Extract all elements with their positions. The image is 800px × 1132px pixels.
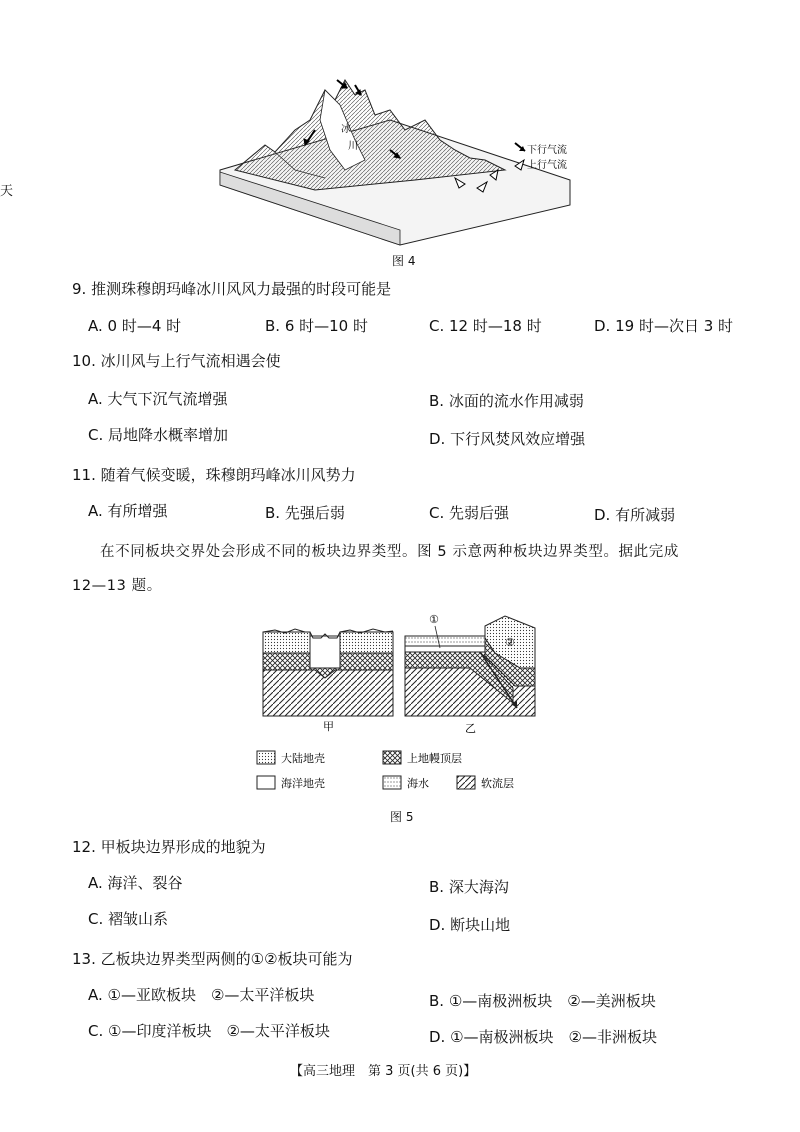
- question-13-option-b[interactable]: B. ①—南极洲板块 ②—美洲板块: [429, 992, 656, 1010]
- figure-4-glacier-illustration: [215, 60, 575, 250]
- margin-character: 天: [0, 184, 14, 199]
- question-11-option-c[interactable]: C. 先弱后强: [429, 504, 510, 522]
- question-13-option-c[interactable]: C. ①—印度洋板块 ②—太平洋板块: [88, 1022, 330, 1040]
- legend-oceanic-crust: 海洋地壳: [281, 777, 325, 790]
- question-10-option-a[interactable]: A. 大气下沉气流增强: [88, 390, 228, 408]
- question-12-option-d[interactable]: D. 断块山地: [429, 916, 511, 934]
- legend-down-airflow: 下行气流: [527, 145, 567, 156]
- question-9-option-a[interactable]: A. 0 时—4 时: [88, 317, 182, 335]
- question-10-option-b[interactable]: B. 冰面的流水作用减弱: [429, 392, 584, 410]
- question-10-option-c[interactable]: C. 局地降水概率增加: [88, 426, 229, 444]
- question-11-option-b[interactable]: B. 先强后弱: [265, 504, 345, 522]
- glacier-label-2: 川: [348, 141, 358, 152]
- legend-upper-mantle: 上地幔顶层: [407, 752, 462, 765]
- question-10-stem: 10. 冰川风与上行气流相遇会使: [72, 352, 281, 370]
- question-11-option-d[interactable]: D. 有所减弱: [594, 506, 676, 524]
- figure-5-legend: [257, 751, 514, 790]
- marker-1: ①: [429, 613, 439, 626]
- figure-5-caption: 图 5: [390, 810, 414, 824]
- question-12-stem: 12. 甲板块边界形成的地貌为: [72, 838, 266, 856]
- passage-line-1: 在不同板块交界处会形成不同的板块边界类型。图 5 示意两种板块边界类型。据此完成: [100, 544, 679, 560]
- question-12-option-a[interactable]: A. 海洋、裂谷: [88, 874, 183, 892]
- diagram-yi: [405, 616, 535, 716]
- question-13-stem: 13. 乙板块边界类型两侧的①②板块可能为: [72, 950, 353, 968]
- passage-line-2: 12—13 题。: [72, 578, 162, 594]
- question-9-option-d[interactable]: D. 19 时—次日 3 时: [594, 317, 734, 335]
- figure-5-plate-boundary-diagram: [255, 608, 545, 808]
- legend-asthenosphere: 软流层: [481, 777, 514, 790]
- glacier-label-1: 冰: [341, 124, 351, 135]
- question-12-option-b[interactable]: B. 深大海沟: [429, 878, 509, 896]
- question-9-option-c[interactable]: C. 12 时—18 时: [429, 317, 542, 335]
- legend-continental-crust: 大陆地壳: [281, 752, 325, 765]
- figure-4-caption: 图 4: [392, 254, 416, 268]
- diagram-right-label: 乙: [465, 722, 476, 735]
- question-11-stem: 11. 随着气候变暖，珠穆朗玛峰冰川风势力: [72, 466, 356, 484]
- question-10-option-d[interactable]: D. 下行风焚风效应增强: [429, 430, 586, 448]
- legend-seawater: 海水: [407, 777, 429, 790]
- page-footer: 【高三地理 第 3 页(共 6 页)】: [290, 1064, 477, 1079]
- diagram-left-label: 甲: [323, 720, 334, 733]
- diagram-jia: [263, 629, 393, 716]
- legend-up-airflow: 上行气流: [527, 160, 567, 171]
- question-9-stem: 9. 推测珠穆朗玛峰冰川风风力最强的时段可能是: [72, 280, 392, 298]
- question-11-option-a[interactable]: A. 有所增强: [88, 502, 168, 520]
- question-9-option-b[interactable]: B. 6 时—10 时: [265, 317, 368, 335]
- question-12-option-c[interactable]: C. 褶皱山系: [88, 910, 169, 928]
- marker-2: ②: [505, 636, 515, 649]
- question-13-option-d[interactable]: D. ①—南极洲板块 ②—非洲板块: [429, 1028, 657, 1046]
- question-13-option-a[interactable]: A. ①—亚欧板块 ②—太平洋板块: [88, 986, 315, 1004]
